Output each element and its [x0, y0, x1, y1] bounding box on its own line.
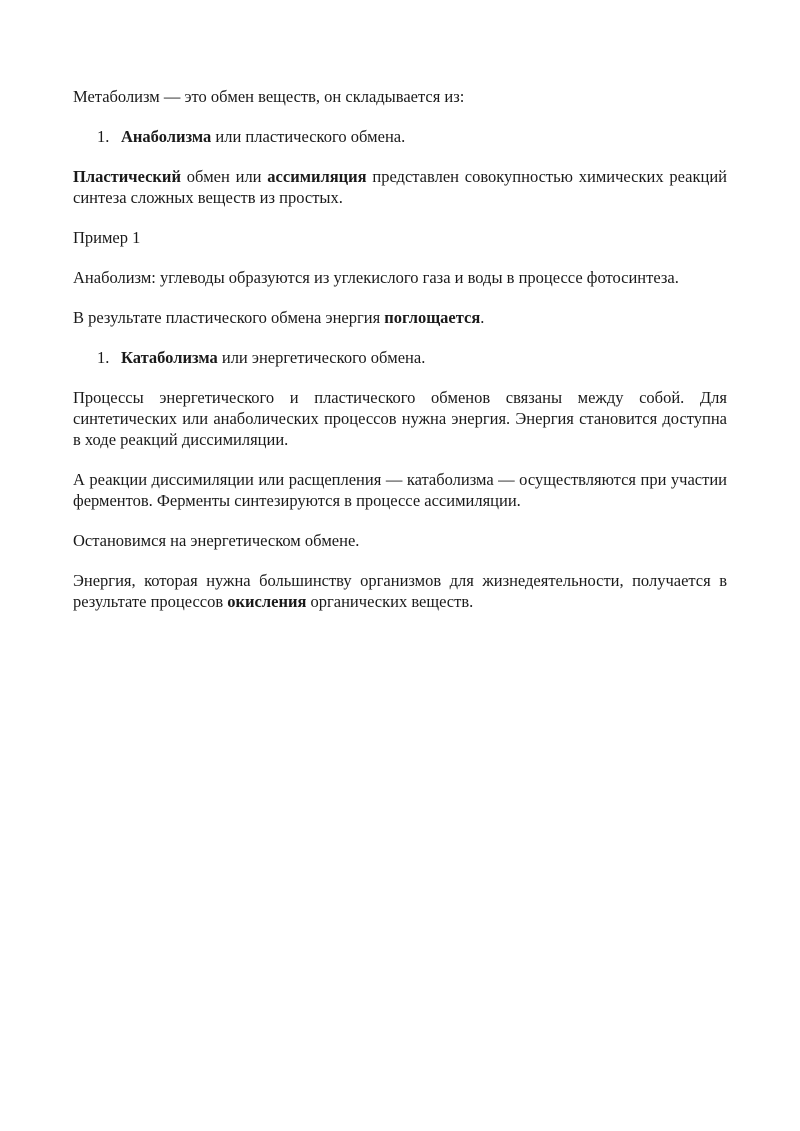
paragraph-text: обмен или: [180, 167, 268, 186]
paragraph-text: Энергия, которая нужна большинству организмов для жизнедеятельности, получается в результате процессов: [73, 571, 727, 611]
list-item-text: [121, 347, 425, 368]
paragraph-text: представлен совокупностью химических реакций синтеза сложных веществ из простых.: [73, 167, 727, 207]
list-item-anabolism: [73, 126, 727, 147]
list-item-catabolism: [73, 347, 727, 368]
energy-exchange-paragraph: Остановимся на энергетическом обмене.: [73, 531, 360, 550]
document-page: [73, 86, 727, 631]
list-item-text: [121, 126, 405, 147]
processes-paragraph: Процессы энергетического и пластического обменов связаны между собой. Для синтетических или анаболических процессов нужна энергия. Энергия становится доступна в ходе реакций диссимиляции.: [73, 388, 727, 449]
list-item-rest: или энергетического обмена.: [217, 348, 426, 367]
list-number: 1.: [97, 348, 110, 367]
term-catabolism: Катаболизма: [121, 348, 218, 367]
anabolism-example-paragraph: Анаболизм: углеводы образуются из углекислого газа и воды в процессе фотосинтеза.: [73, 268, 679, 287]
plastic-exchange-paragraph: [73, 166, 727, 208]
term-anabolism: Анаболизма: [121, 127, 212, 146]
term-plastic: Пластический: [73, 167, 181, 186]
term-oxidation: окисления: [227, 592, 307, 611]
paragraph-text: .: [480, 308, 485, 327]
intro-paragraph: Метаболизм — это обмен веществ, он складывается из:: [73, 87, 465, 106]
list-item-rest: или пластического обмена.: [211, 127, 406, 146]
example-heading: Пример 1: [73, 228, 141, 247]
oxidation-paragraph: [73, 570, 727, 612]
dissimilation-paragraph: А реакции диссимиляции или расщепления — катаболизма — осуществляются при участии ферментов. Ферменты синтезируются в процессе ассимиляции.: [73, 470, 727, 510]
list-number: 1.: [97, 127, 110, 146]
term-absorbed: поглощается: [384, 308, 481, 327]
paragraph-text: В результате пластического обмена энергия: [73, 308, 385, 327]
energy-absorbed-paragraph: [73, 307, 727, 328]
term-assimilation: ассимиляция: [267, 167, 367, 186]
paragraph-text: органических веществ.: [306, 592, 474, 611]
